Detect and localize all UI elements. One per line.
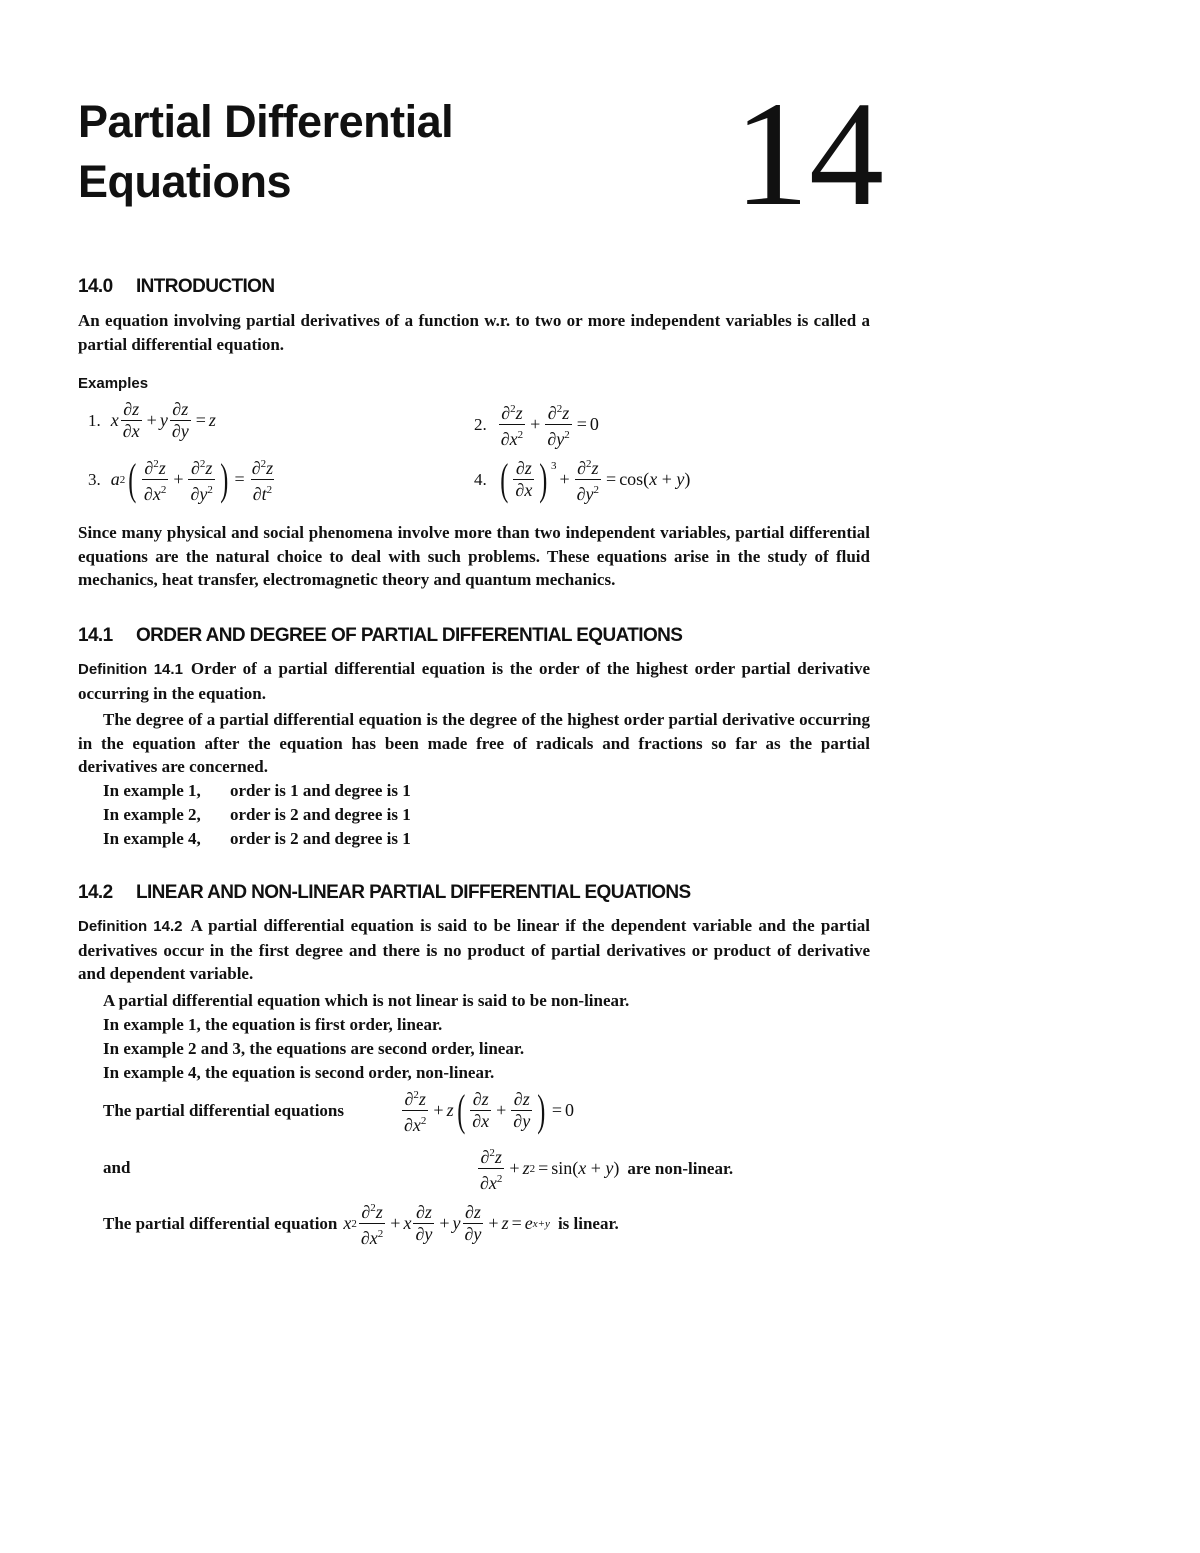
- example-3-equation: 3. a 2 ( $\frac{\partial^2z}{\partial x^2}$ + $\frac{\partial^2z}{\partial y^2}$ ) = $\frac{\partial^2z}{\partial t^2}$: [88, 454, 274, 504]
- section-number: 14.0: [78, 276, 113, 297]
- section-title: ORDER AND DEGREE OF PARTIAL DIFFERENTIAL EQUATIONS: [136, 625, 683, 646]
- intro-paragraph: An equation involving partial derivatives of a function w.r. to two or more independent variables is called a partial differential equation.: [78, 311, 870, 354]
- section-heading-linear: [78, 882, 691, 904]
- degree-paragraph: The degree of a partial differential equation is the degree of the highest order partial derivative occurring in the equation after the equation has been made free of radicals and fractions so far as the partial derivatives are concerned.: [78, 710, 870, 776]
- chapter-title-line2: Equations: [78, 156, 292, 207]
- example-2-equation: 2. $\frac{\partial^2z}{\partial x^2}$ + $\frac{\partial^2z}{\partial y^2}$ = 0: [474, 403, 599, 449]
- order-degree-line: In example 2, order is 2 and degree is 1: [103, 805, 411, 824]
- example-number: 3.: [88, 469, 101, 489]
- linear-line: In example 2 and 3, the equations are second order, linear.: [103, 1039, 525, 1058]
- and-label: and: [103, 1158, 131, 1177]
- intro-paragraph-2: Since many physical and social phenomena involve more than two independent variables, partial differential equations are the natural choice to deal with such problems. These equations arise in the study of fluid mechanics, heat transfer, electromagnetic theory and quantum mechanics.: [78, 523, 870, 589]
- linear-line: A partial differential equation which is not linear is said to be non-linear.: [103, 991, 630, 1010]
- linear-line: In example 4, the equation is second order, non-linear.: [103, 1063, 495, 1082]
- linear-equation: The partial differential equation x 2 $\frac{\partial^2z}{\partial x^2}$ + x $\frac{\partial z}{\partial y}$ + y $\frac{\partial z}{\partial y}$ + z = e x+y is linear.: [103, 1202, 619, 1248]
- section-title: INTRODUCTION: [136, 276, 275, 297]
- example-number: 1.: [88, 410, 101, 430]
- section-number: 14.2: [78, 882, 113, 903]
- example-number: 4.: [474, 469, 487, 489]
- definition-14-1: [78, 657, 870, 705]
- definition-text: A partial differential equation is said to be linear if the dependent variable and the partial derivatives occur in the first degree and there is no product of partial derivatives or product of derivative and dependent variable.: [78, 916, 870, 983]
- example-number: 2.: [474, 414, 487, 434]
- section-heading-order-degree: [78, 625, 682, 647]
- example-4-equation: 4. ( $\frac{\partial z}{\partial x}$ ) $^3$ + $\frac{\partial^2z}{\partial y^2}$ = cos(x + y): [474, 454, 691, 504]
- chapter-title-line1: Partial Differential: [78, 96, 454, 147]
- order-degree-line: In example 1, order is 1 and degree is 1: [103, 781, 411, 800]
- pde-label-2: The partial differential equation: [103, 1213, 338, 1233]
- section-number: 14.1: [78, 625, 113, 646]
- order-degree-line: In example 4, order is 2 and degree is 1: [103, 829, 411, 848]
- chapter-title: [78, 92, 598, 212]
- pde-label: The partial differential equations: [103, 1101, 344, 1120]
- definition-14-2: [78, 914, 870, 986]
- nonlinear-equation-2: $\frac{\partial^2z}{\partial x^2}$ + z 2 = sin(x + y) are non-linear.: [480, 1147, 734, 1193]
- example-1-equation: 1. x $\frac{\partial z}{\partial x}$ + y $\frac{\partial z}{\partial y}$ = z: [88, 399, 216, 441]
- definition-text: Order of a partial differential equation is the order of the highest order partial derivative occurring in the equation.: [78, 659, 870, 703]
- linear-suffix: is linear.: [557, 1213, 619, 1233]
- definition-label: Definition 14.2: [78, 918, 183, 935]
- section-heading-intro: [78, 276, 274, 298]
- nonlinear-equation-1: $\frac{\partial^2z}{\partial x^2}$ + z ( $\frac{\partial z}{\partial x}$ + $\frac{\partial z}{\partial y}$ ) = 0: [404, 1085, 575, 1135]
- linear-line: In example 1, the equation is first order, linear.: [103, 1015, 443, 1034]
- section-title: LINEAR AND NON-LINEAR PARTIAL DIFFERENTIAL EQUATIONS: [136, 882, 691, 903]
- examples-label: Examples: [78, 375, 149, 392]
- chapter-number: 14: [734, 71, 884, 237]
- definition-label: Definition 14.1: [78, 661, 183, 678]
- nonlinear-suffix: are non-linear.: [627, 1158, 734, 1178]
